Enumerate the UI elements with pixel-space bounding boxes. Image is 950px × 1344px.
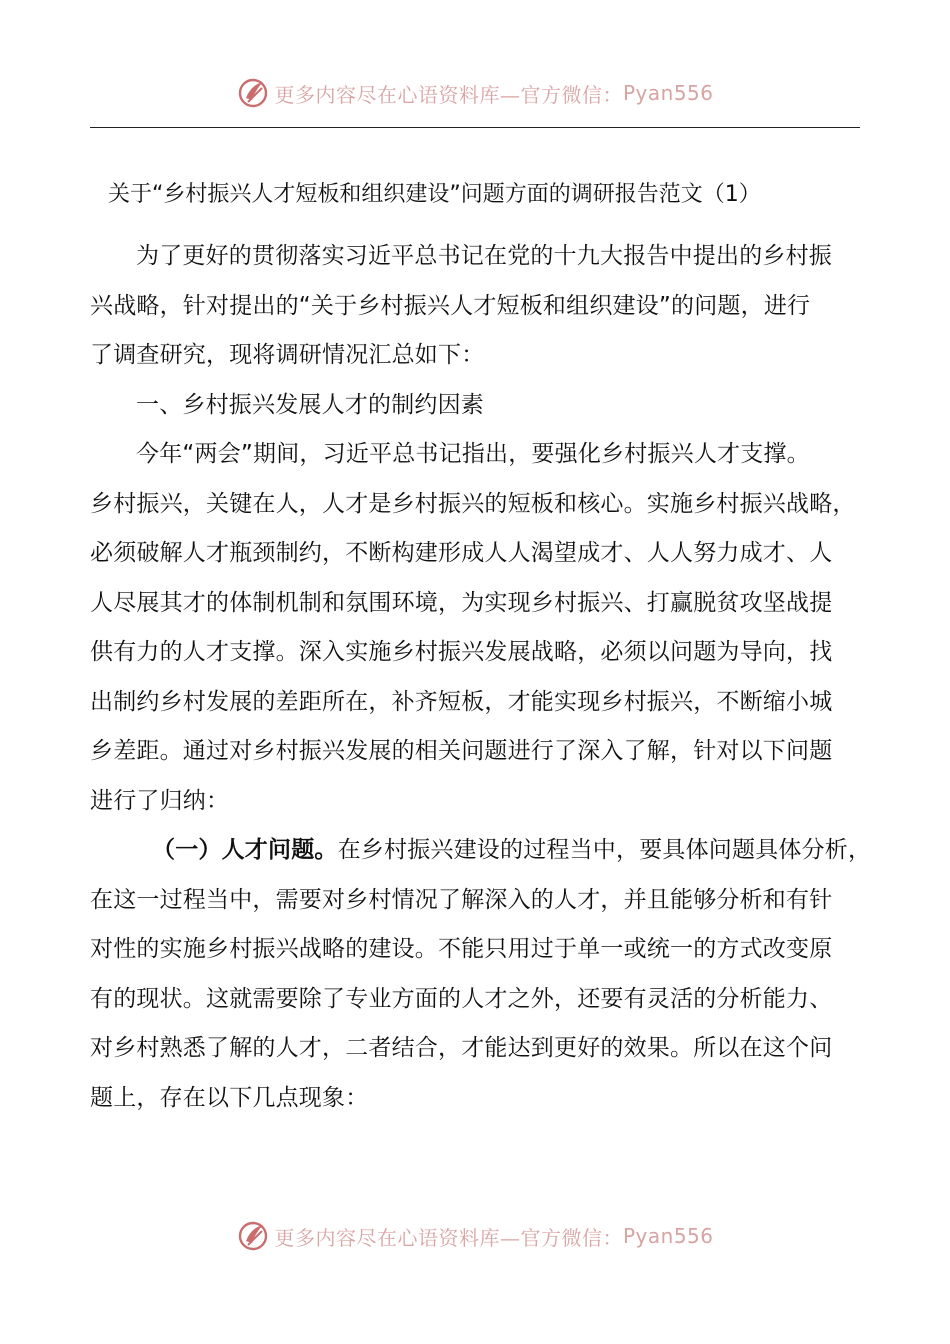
watermark-logo-icon xyxy=(236,76,270,110)
body-line: 在这一过程当中，需要对乡村情况了解深入的人才，并且能够分析和有针 xyxy=(90,886,833,913)
body-line: 人尽展其才的体制机制和氛围环境，为实现乡村振兴、打赢脱贫攻坚战提 xyxy=(90,589,833,616)
body-line: 乡差距。通过对乡村振兴发展的相关问题进行了深入了解，针对以下问题 xyxy=(90,738,833,764)
footer-watermark xyxy=(0,1216,950,1256)
document-title: 关于“乡村振兴人才短板和组织建设”问题方面的调研报告范文（1） xyxy=(108,182,761,207)
body-line: 乡村振兴，关键在人，人才是乡村振兴的短板和核心。实施乡村振兴战略， xyxy=(90,490,856,517)
body-line: 题上，存在以下几点现象： xyxy=(90,1084,369,1111)
body-line: 供有力的人才支撑。深入实施乡村振兴发展战略，必须以问题为导向，找 xyxy=(90,639,833,665)
body-line: 今年“两会”期间，习近平总书记指出，要强化乡村振兴人才支撑。 xyxy=(136,441,810,467)
subsection-text: 在乡村振兴建设的过程当中，要具体问题具体分析， xyxy=(337,837,872,863)
body-line: 有的现状。这就需要除了专业方面的人才之外，还要有灵活的分析能力、 xyxy=(90,985,833,1012)
header-watermark xyxy=(0,73,950,113)
watermark-wechat-id: Pyan556 xyxy=(622,81,714,105)
body-line: 对性的实施乡村振兴战略的建设。不能只用过于单一或统一的方式改变原 xyxy=(90,936,833,962)
body-line: 兴战略，针对提出的“关于乡村振兴人才短板和组织建设”的问题，进行 xyxy=(90,292,811,319)
header-divider xyxy=(90,127,860,128)
subsection-heading: （一）人才问题。 xyxy=(152,837,338,863)
body-line: 出制约乡村发展的差距所在，补齐短板，才能实现乡村振兴，不断缩小城 xyxy=(90,688,833,715)
watermark-logo-icon xyxy=(236,1219,270,1253)
body-line: 进行了归纳： xyxy=(90,787,230,814)
body-line: 必须破解人才瓶颈制约，不断构建形成人人渴望成才、人人努力成才、人 xyxy=(90,540,833,566)
watermark-text: 更多内容尽在心语资料库—官方微信： xyxy=(274,82,623,107)
document-body xyxy=(90,232,872,1123)
body-line: 对乡村熟悉了解的人才，二者结合，才能达到更好的效果。所以在这个问 xyxy=(90,1035,833,1061)
section-heading: 一、乡村振兴发展人才的制约因素 xyxy=(136,391,484,418)
watermark-text: 更多内容尽在心语资料库—官方微信： xyxy=(274,1225,623,1250)
subsection-line xyxy=(90,826,872,876)
watermark-wechat-id: Pyan556 xyxy=(622,1224,714,1248)
body-line: 为了更好的贯彻落实习近平总书记在党的十九大报告中提出的乡村振 xyxy=(136,243,832,269)
body-line: 了调查研究，现将调研情况汇总如下： xyxy=(90,342,485,368)
